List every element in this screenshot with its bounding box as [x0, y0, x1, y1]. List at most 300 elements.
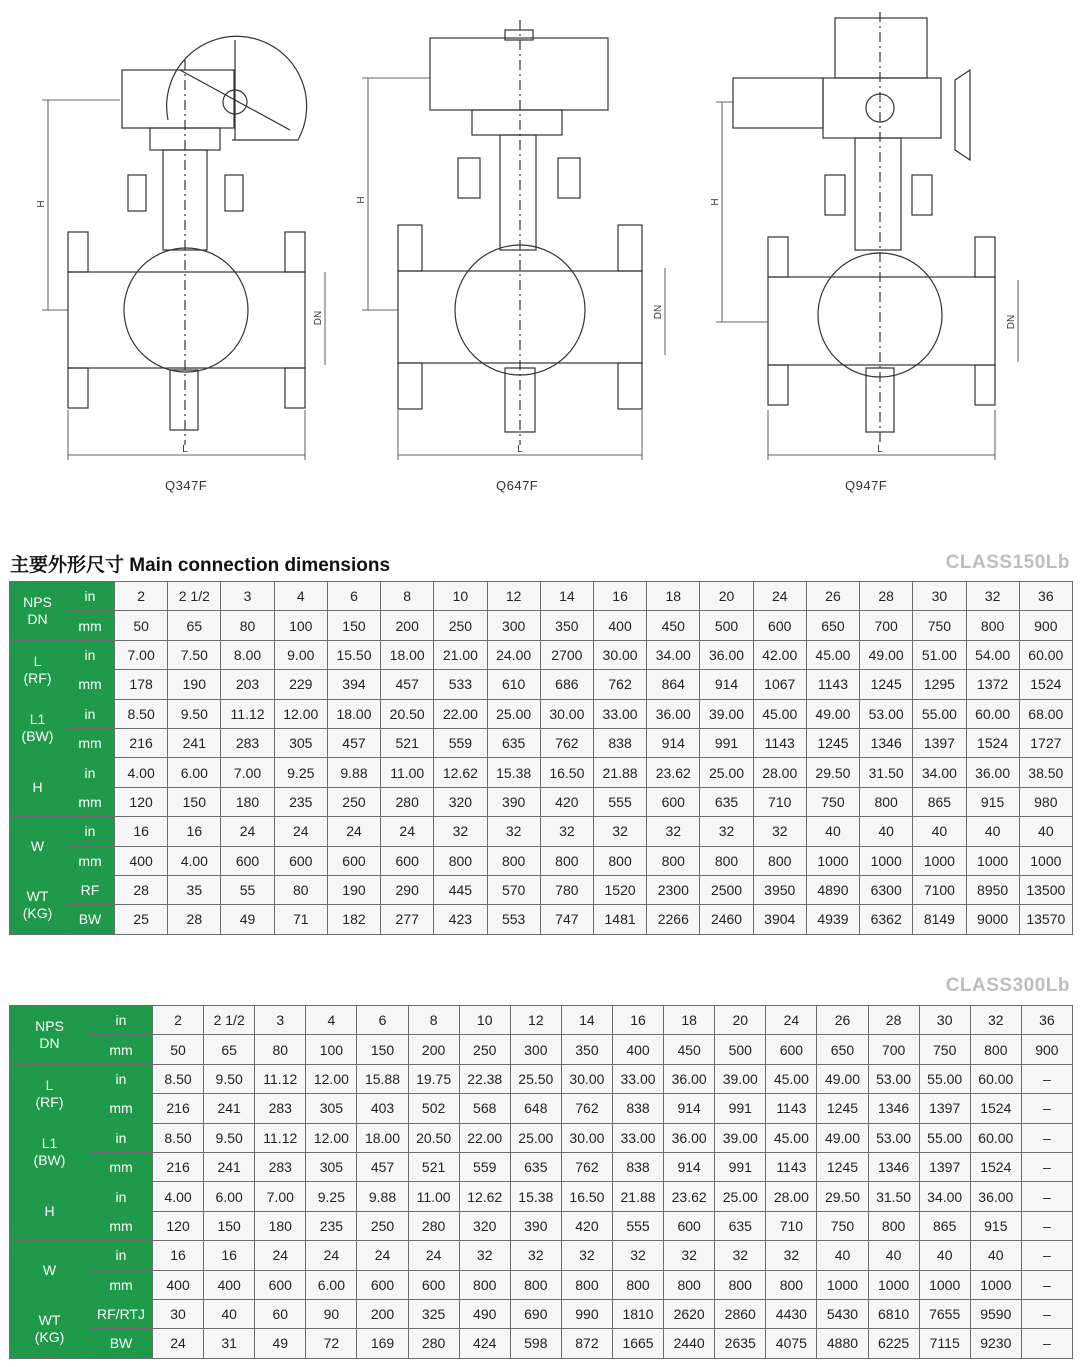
- table-cell: 51.00: [913, 640, 966, 669]
- table-cell: 24: [274, 817, 327, 846]
- dim-l-label: L: [877, 444, 883, 455]
- table-cell: 18.00: [327, 699, 380, 728]
- table-cell: 49: [255, 1329, 306, 1358]
- unit-label: RF: [66, 875, 115, 904]
- table-cell: 4075: [766, 1329, 817, 1358]
- table-cell: 635: [700, 787, 753, 816]
- table-cell: 53.00: [860, 699, 913, 728]
- table-cell: 1481: [593, 905, 646, 934]
- table-cell: 250: [357, 1211, 408, 1240]
- table-row: [10, 905, 1073, 934]
- table-cell: 9.25: [306, 1182, 357, 1211]
- table-cell: 300: [487, 611, 540, 640]
- table-cell: 15.50: [327, 640, 380, 669]
- table-cell: 11.00: [381, 758, 434, 787]
- table-cell: 800: [612, 1270, 663, 1299]
- table-cell: 280: [408, 1329, 459, 1358]
- table-cell: 8.00: [221, 640, 274, 669]
- unit-label: in: [66, 817, 115, 846]
- table-cell: 80: [221, 611, 274, 640]
- unit-label: mm: [90, 1035, 153, 1064]
- table-cell: 200: [357, 1299, 408, 1328]
- table-cell: 600: [408, 1270, 459, 1299]
- table-cell: 650: [806, 611, 859, 640]
- table-cell: 800: [664, 1270, 715, 1299]
- table-cell: 6: [357, 1006, 408, 1035]
- table-cell: 55.00: [913, 699, 966, 728]
- dim-l-label: L: [182, 444, 188, 455]
- table-cell: 45.00: [766, 1123, 817, 1152]
- table-cell: 6.00: [204, 1182, 255, 1211]
- table-cell: 600: [381, 846, 434, 875]
- table-cell: 1245: [860, 670, 913, 699]
- table-cell: 23.62: [647, 758, 700, 787]
- table-cell: 1143: [806, 670, 859, 699]
- table-cell: 6.00: [306, 1270, 357, 1299]
- table-cell: 30.00: [561, 1123, 612, 1152]
- table-cell: 33.00: [612, 1064, 663, 1093]
- table-cell: 7.00: [255, 1182, 306, 1211]
- table-cell: 36.00: [966, 758, 1019, 787]
- table-cell: 280: [381, 787, 434, 816]
- table-cell: 8.50: [153, 1123, 204, 1152]
- unit-label: in: [90, 1064, 153, 1093]
- table-cell: 23.62: [664, 1182, 715, 1211]
- table-cell: 49: [221, 905, 274, 934]
- table-cell: 13500: [1019, 875, 1072, 904]
- table-cell: 400: [204, 1270, 255, 1299]
- table-cell: 11.12: [221, 699, 274, 728]
- table-cell: 635: [487, 728, 540, 757]
- table-cell: 300: [510, 1035, 561, 1064]
- table-row: [10, 846, 1073, 875]
- table-cell: 350: [561, 1035, 612, 1064]
- table-cell: 800: [510, 1270, 561, 1299]
- param-label: W: [10, 817, 66, 876]
- table-cell: 150: [327, 611, 380, 640]
- table-cell: 55.00: [919, 1064, 970, 1093]
- table-cell: 25.00: [715, 1182, 766, 1211]
- table-cell: 25.50: [510, 1064, 561, 1093]
- table-cell: 600: [255, 1270, 306, 1299]
- table-cell: 555: [593, 787, 646, 816]
- table-cell: 2860: [715, 1299, 766, 1328]
- table-row: [10, 582, 1073, 611]
- unit-label: mm: [90, 1211, 153, 1240]
- table-cell: 28: [868, 1006, 919, 1035]
- table-cell: 9.25: [274, 758, 327, 787]
- table-row: [10, 670, 1073, 699]
- table-cell: 40: [966, 817, 1019, 846]
- table-cell: 40: [913, 817, 966, 846]
- table-cell: 500: [700, 611, 753, 640]
- param-label: H: [10, 1182, 90, 1241]
- table-cell: 36: [1019, 582, 1072, 611]
- table-cell: 68.00: [1019, 699, 1072, 728]
- unit-label: in: [66, 758, 115, 787]
- table-cell: 1665: [612, 1329, 663, 1358]
- table-cell: 32: [593, 817, 646, 846]
- table-cell: 1397: [913, 728, 966, 757]
- table-cell: 800: [593, 846, 646, 875]
- table-cell: 24: [766, 1006, 817, 1035]
- table-cell: 325: [408, 1299, 459, 1328]
- table-cell: 1295: [913, 670, 966, 699]
- table-cell: 424: [459, 1329, 510, 1358]
- table-cell: 9000: [966, 905, 1019, 934]
- table-cell: 700: [860, 611, 913, 640]
- unit-label: in: [90, 1182, 153, 1211]
- unit-label: in: [66, 640, 115, 669]
- table-cell: 12.62: [459, 1182, 510, 1211]
- drawing-q347f: [68, 36, 307, 445]
- table-cell: 40: [970, 1241, 1021, 1270]
- table-cell: 1397: [919, 1094, 970, 1123]
- table-cell: 750: [913, 611, 966, 640]
- table-cell: 30.00: [593, 640, 646, 669]
- table-cell: 800: [868, 1211, 919, 1240]
- table-cell: 500: [715, 1035, 766, 1064]
- table-row: [10, 1241, 1073, 1270]
- table-cell: 750: [806, 787, 859, 816]
- table-cell: 2: [115, 582, 168, 611]
- table-row: [10, 1064, 1073, 1093]
- table-cell: 1245: [806, 728, 859, 757]
- table-cell: 60.00: [970, 1064, 1021, 1093]
- table-cell: 559: [434, 728, 487, 757]
- table-cell: 49.00: [806, 699, 859, 728]
- table-cell: –: [1021, 1152, 1072, 1181]
- table-cell: 32: [540, 817, 593, 846]
- table-cell: 4890: [806, 875, 859, 904]
- table-cell: 14: [561, 1006, 612, 1035]
- table-cell: 28: [168, 905, 221, 934]
- table-cell: 9.50: [204, 1123, 255, 1152]
- unit-label: mm: [90, 1094, 153, 1123]
- table-cell: 8: [381, 582, 434, 611]
- table-cell: 600: [766, 1035, 817, 1064]
- table-cell: 13570: [1019, 905, 1072, 934]
- table-cell: 20.50: [408, 1123, 459, 1152]
- table-cell: 521: [408, 1152, 459, 1181]
- table-cell: 9590: [970, 1299, 1021, 1328]
- table-cell: 40: [1019, 817, 1072, 846]
- table-cell: 762: [561, 1152, 612, 1181]
- dim-dn-label: DN: [1006, 314, 1017, 330]
- table-cell: 39.00: [715, 1064, 766, 1093]
- table-cell: 1000: [868, 1270, 919, 1299]
- table-cell: 241: [168, 728, 221, 757]
- unit-label: RF/RTJ: [90, 1299, 153, 1328]
- table-cell: 290: [381, 875, 434, 904]
- table-cell: 34.00: [919, 1182, 970, 1211]
- table-cell: –: [1021, 1182, 1072, 1211]
- param-label: W: [10, 1241, 90, 1300]
- table-cell: 400: [153, 1270, 204, 1299]
- unit-label: in: [66, 699, 115, 728]
- table-cell: 635: [715, 1211, 766, 1240]
- table-cell: 686: [540, 670, 593, 699]
- dim-h-label: H: [36, 200, 47, 208]
- unit-label: in: [90, 1006, 153, 1035]
- table-cell: 6.00: [168, 758, 221, 787]
- table-cell: 80: [255, 1035, 306, 1064]
- table-cell: 22.38: [459, 1064, 510, 1093]
- table-row: [10, 1270, 1073, 1299]
- param-label: H: [10, 758, 66, 817]
- table-cell: 24: [327, 817, 380, 846]
- table-cell: 1727: [1019, 728, 1072, 757]
- table-cell: 635: [510, 1152, 561, 1181]
- table-cell: 1524: [970, 1152, 1021, 1181]
- table-cell: 39.00: [715, 1123, 766, 1152]
- table-cell: 30: [913, 582, 966, 611]
- table-cell: 7.50: [168, 640, 221, 669]
- table-cell: 21.88: [612, 1182, 663, 1211]
- table-cell: 31.50: [860, 758, 913, 787]
- table-cell: 36.00: [664, 1064, 715, 1093]
- table-cell: 991: [715, 1094, 766, 1123]
- table-cell: –: [1021, 1211, 1072, 1240]
- table-row: [10, 817, 1073, 846]
- table-cell: 4: [274, 582, 327, 611]
- table-cell: 283: [255, 1152, 306, 1181]
- table-cell: 36.00: [664, 1123, 715, 1152]
- table-cell: 305: [274, 728, 327, 757]
- table-cell: 50: [115, 611, 168, 640]
- table-cell: 277: [381, 905, 434, 934]
- table-cell: 600: [327, 846, 380, 875]
- table-row: [10, 787, 1073, 816]
- table-cell: 5430: [817, 1299, 868, 1328]
- table-cell: 15.38: [510, 1182, 561, 1211]
- table-cell: 1000: [970, 1270, 1021, 1299]
- dim-dn-label: DN: [313, 310, 324, 326]
- table-cell: 22.00: [434, 699, 487, 728]
- param-label: NPS DN: [10, 1006, 90, 1065]
- table-cell: 2300: [647, 875, 700, 904]
- table-cell: 36.00: [970, 1182, 1021, 1211]
- model-label-q647f: Q647F: [496, 478, 539, 493]
- table-cell: 28.00: [753, 758, 806, 787]
- table-cell: 991: [715, 1152, 766, 1181]
- table-cell: 9.50: [168, 699, 221, 728]
- table-cell: 24: [306, 1241, 357, 1270]
- table-cell: 4939: [806, 905, 859, 934]
- table-cell: 8149: [913, 905, 966, 934]
- table-cell: 2500: [700, 875, 753, 904]
- table-row: [10, 1299, 1073, 1328]
- unit-label: mm: [66, 611, 115, 640]
- table-cell: 8.50: [153, 1064, 204, 1093]
- table-cell: 40: [919, 1241, 970, 1270]
- table-cell: 521: [381, 728, 434, 757]
- table-cell: 400: [593, 611, 646, 640]
- valve-drawings: [0, 0, 1082, 520]
- dim-l-label: L: [517, 444, 523, 455]
- table-cell: 24.00: [487, 640, 540, 669]
- table-cell: 216: [153, 1094, 204, 1123]
- table-cell: 24: [753, 582, 806, 611]
- table-cell: 6362: [860, 905, 913, 934]
- table-cell: 30: [153, 1299, 204, 1328]
- table-cell: 40: [806, 817, 859, 846]
- table-cell: 423: [434, 905, 487, 934]
- table-cell: 12: [487, 582, 540, 611]
- table-cell: 200: [381, 611, 434, 640]
- table-cell: 180: [221, 787, 274, 816]
- table-cell: 18: [647, 582, 700, 611]
- table-cell: 216: [153, 1152, 204, 1181]
- table-cell: 65: [168, 611, 221, 640]
- table-cell: 30.00: [561, 1064, 612, 1093]
- table-cell: 120: [153, 1211, 204, 1240]
- table-cell: 18.00: [357, 1123, 408, 1152]
- table-cell: 420: [540, 787, 593, 816]
- table-cell: 29.50: [806, 758, 859, 787]
- table-cell: 60.00: [970, 1123, 1021, 1152]
- table-cell: 9.00: [274, 640, 327, 669]
- table-cell: 690: [510, 1299, 561, 1328]
- table-row: [10, 1211, 1073, 1240]
- table-cell: 800: [700, 846, 753, 875]
- unit-label: in: [66, 582, 115, 611]
- table-cell: 650: [817, 1035, 868, 1064]
- table-cell: 6810: [868, 1299, 919, 1328]
- table-cell: 15.88: [357, 1064, 408, 1093]
- table-cell: 32: [715, 1241, 766, 1270]
- unit-label: BW: [66, 905, 115, 934]
- table-cell: 8.50: [115, 699, 168, 728]
- table-cell: 1524: [970, 1094, 1021, 1123]
- table-cell: 1346: [868, 1152, 919, 1181]
- table-cell: 42.00: [753, 640, 806, 669]
- table-cell: 800: [561, 1270, 612, 1299]
- table-cell: 25: [115, 905, 168, 934]
- table-cell: 6300: [860, 875, 913, 904]
- param-label: L (RF): [10, 640, 66, 699]
- table-cell: 762: [593, 670, 646, 699]
- table-cell: 762: [540, 728, 593, 757]
- unit-label: BW: [90, 1329, 153, 1358]
- table-cell: 45.00: [806, 640, 859, 669]
- table-cell: 1346: [860, 728, 913, 757]
- table-cell: 800: [487, 846, 540, 875]
- table-cell: 600: [664, 1211, 715, 1240]
- table-cell: 21.00: [434, 640, 487, 669]
- table-cell: 710: [766, 1211, 817, 1240]
- unit-label: mm: [66, 670, 115, 699]
- table-cell: 800: [966, 611, 1019, 640]
- table-cell: 4430: [766, 1299, 817, 1328]
- unit-label: in: [90, 1123, 153, 1152]
- table-cell: 1000: [806, 846, 859, 875]
- table-cell: 18: [664, 1006, 715, 1035]
- table-cell: 20: [700, 582, 753, 611]
- unit-label: in: [90, 1241, 153, 1270]
- table-cell: 800: [766, 1270, 817, 1299]
- table-cell: 32: [664, 1241, 715, 1270]
- table-cell: 283: [255, 1094, 306, 1123]
- table-cell: 120: [115, 787, 168, 816]
- table-cell: 838: [612, 1152, 663, 1181]
- table-cell: 16: [593, 582, 646, 611]
- table-cell: 1810: [612, 1299, 663, 1328]
- table-cell: 39.00: [700, 699, 753, 728]
- table-cell: 229: [274, 670, 327, 699]
- table-cell: 32: [700, 817, 753, 846]
- table-cell: –: [1021, 1123, 1072, 1152]
- table-cell: 54.00: [966, 640, 1019, 669]
- table-cell: 35: [168, 875, 221, 904]
- table-cell: 20: [715, 1006, 766, 1035]
- table-cell: 600: [274, 846, 327, 875]
- table-cell: 40: [204, 1299, 255, 1328]
- table-cell: 200: [408, 1035, 459, 1064]
- table-cell: 241: [204, 1094, 255, 1123]
- table-cell: 320: [459, 1211, 510, 1240]
- table-cell: 53.00: [868, 1123, 919, 1152]
- table-cell: 914: [700, 670, 753, 699]
- table-cell: 1000: [1019, 846, 1072, 875]
- table-cell: 320: [434, 787, 487, 816]
- table-cell: 559: [459, 1152, 510, 1181]
- table-cell: 7.00: [115, 640, 168, 669]
- table-cell: 12.00: [274, 699, 327, 728]
- table-cell: 2 1/2: [168, 582, 221, 611]
- table-cell: 3950: [753, 875, 806, 904]
- table-cell: –: [1021, 1241, 1072, 1270]
- table-cell: 900: [1021, 1035, 1072, 1064]
- table-cell: 553: [487, 905, 540, 934]
- table-cell: 33.00: [593, 699, 646, 728]
- table-cell: 11.12: [255, 1123, 306, 1152]
- table-cell: 38.50: [1019, 758, 1072, 787]
- table-cell: 16: [168, 817, 221, 846]
- table-cell: 403: [357, 1094, 408, 1123]
- table-cell: 400: [115, 846, 168, 875]
- unit-label: mm: [90, 1152, 153, 1181]
- table-cell: 3904: [753, 905, 806, 934]
- table-cell: 241: [204, 1152, 255, 1181]
- table-cell: 80: [274, 875, 327, 904]
- table-cell: 32: [434, 817, 487, 846]
- unit-label: mm: [66, 787, 115, 816]
- table-cell: 20.50: [381, 699, 434, 728]
- table-cell: 7.00: [221, 758, 274, 787]
- table-cell: 30: [919, 1006, 970, 1035]
- table-cell: 49.00: [860, 640, 913, 669]
- table-cell: 24: [255, 1241, 306, 1270]
- dim-dn-label: DN: [653, 304, 664, 320]
- table-cell: 710: [753, 787, 806, 816]
- table-cell: 90: [306, 1299, 357, 1328]
- table-cell: 150: [204, 1211, 255, 1240]
- table-cell: 900: [1019, 611, 1072, 640]
- dimensions-table-class150: [9, 581, 1073, 935]
- table-cell: 9.50: [204, 1064, 255, 1093]
- table-cell: 865: [919, 1211, 970, 1240]
- table-cell: 390: [510, 1211, 561, 1240]
- table-cell: 49.00: [817, 1064, 868, 1093]
- table-cell: 11.00: [408, 1182, 459, 1211]
- dim-h-label: H: [710, 198, 721, 206]
- table-cell: 71: [274, 905, 327, 934]
- table-cell: 216: [115, 728, 168, 757]
- table-cell: 2620: [664, 1299, 715, 1328]
- table-cell: 2440: [664, 1329, 715, 1358]
- table-cell: 914: [664, 1152, 715, 1181]
